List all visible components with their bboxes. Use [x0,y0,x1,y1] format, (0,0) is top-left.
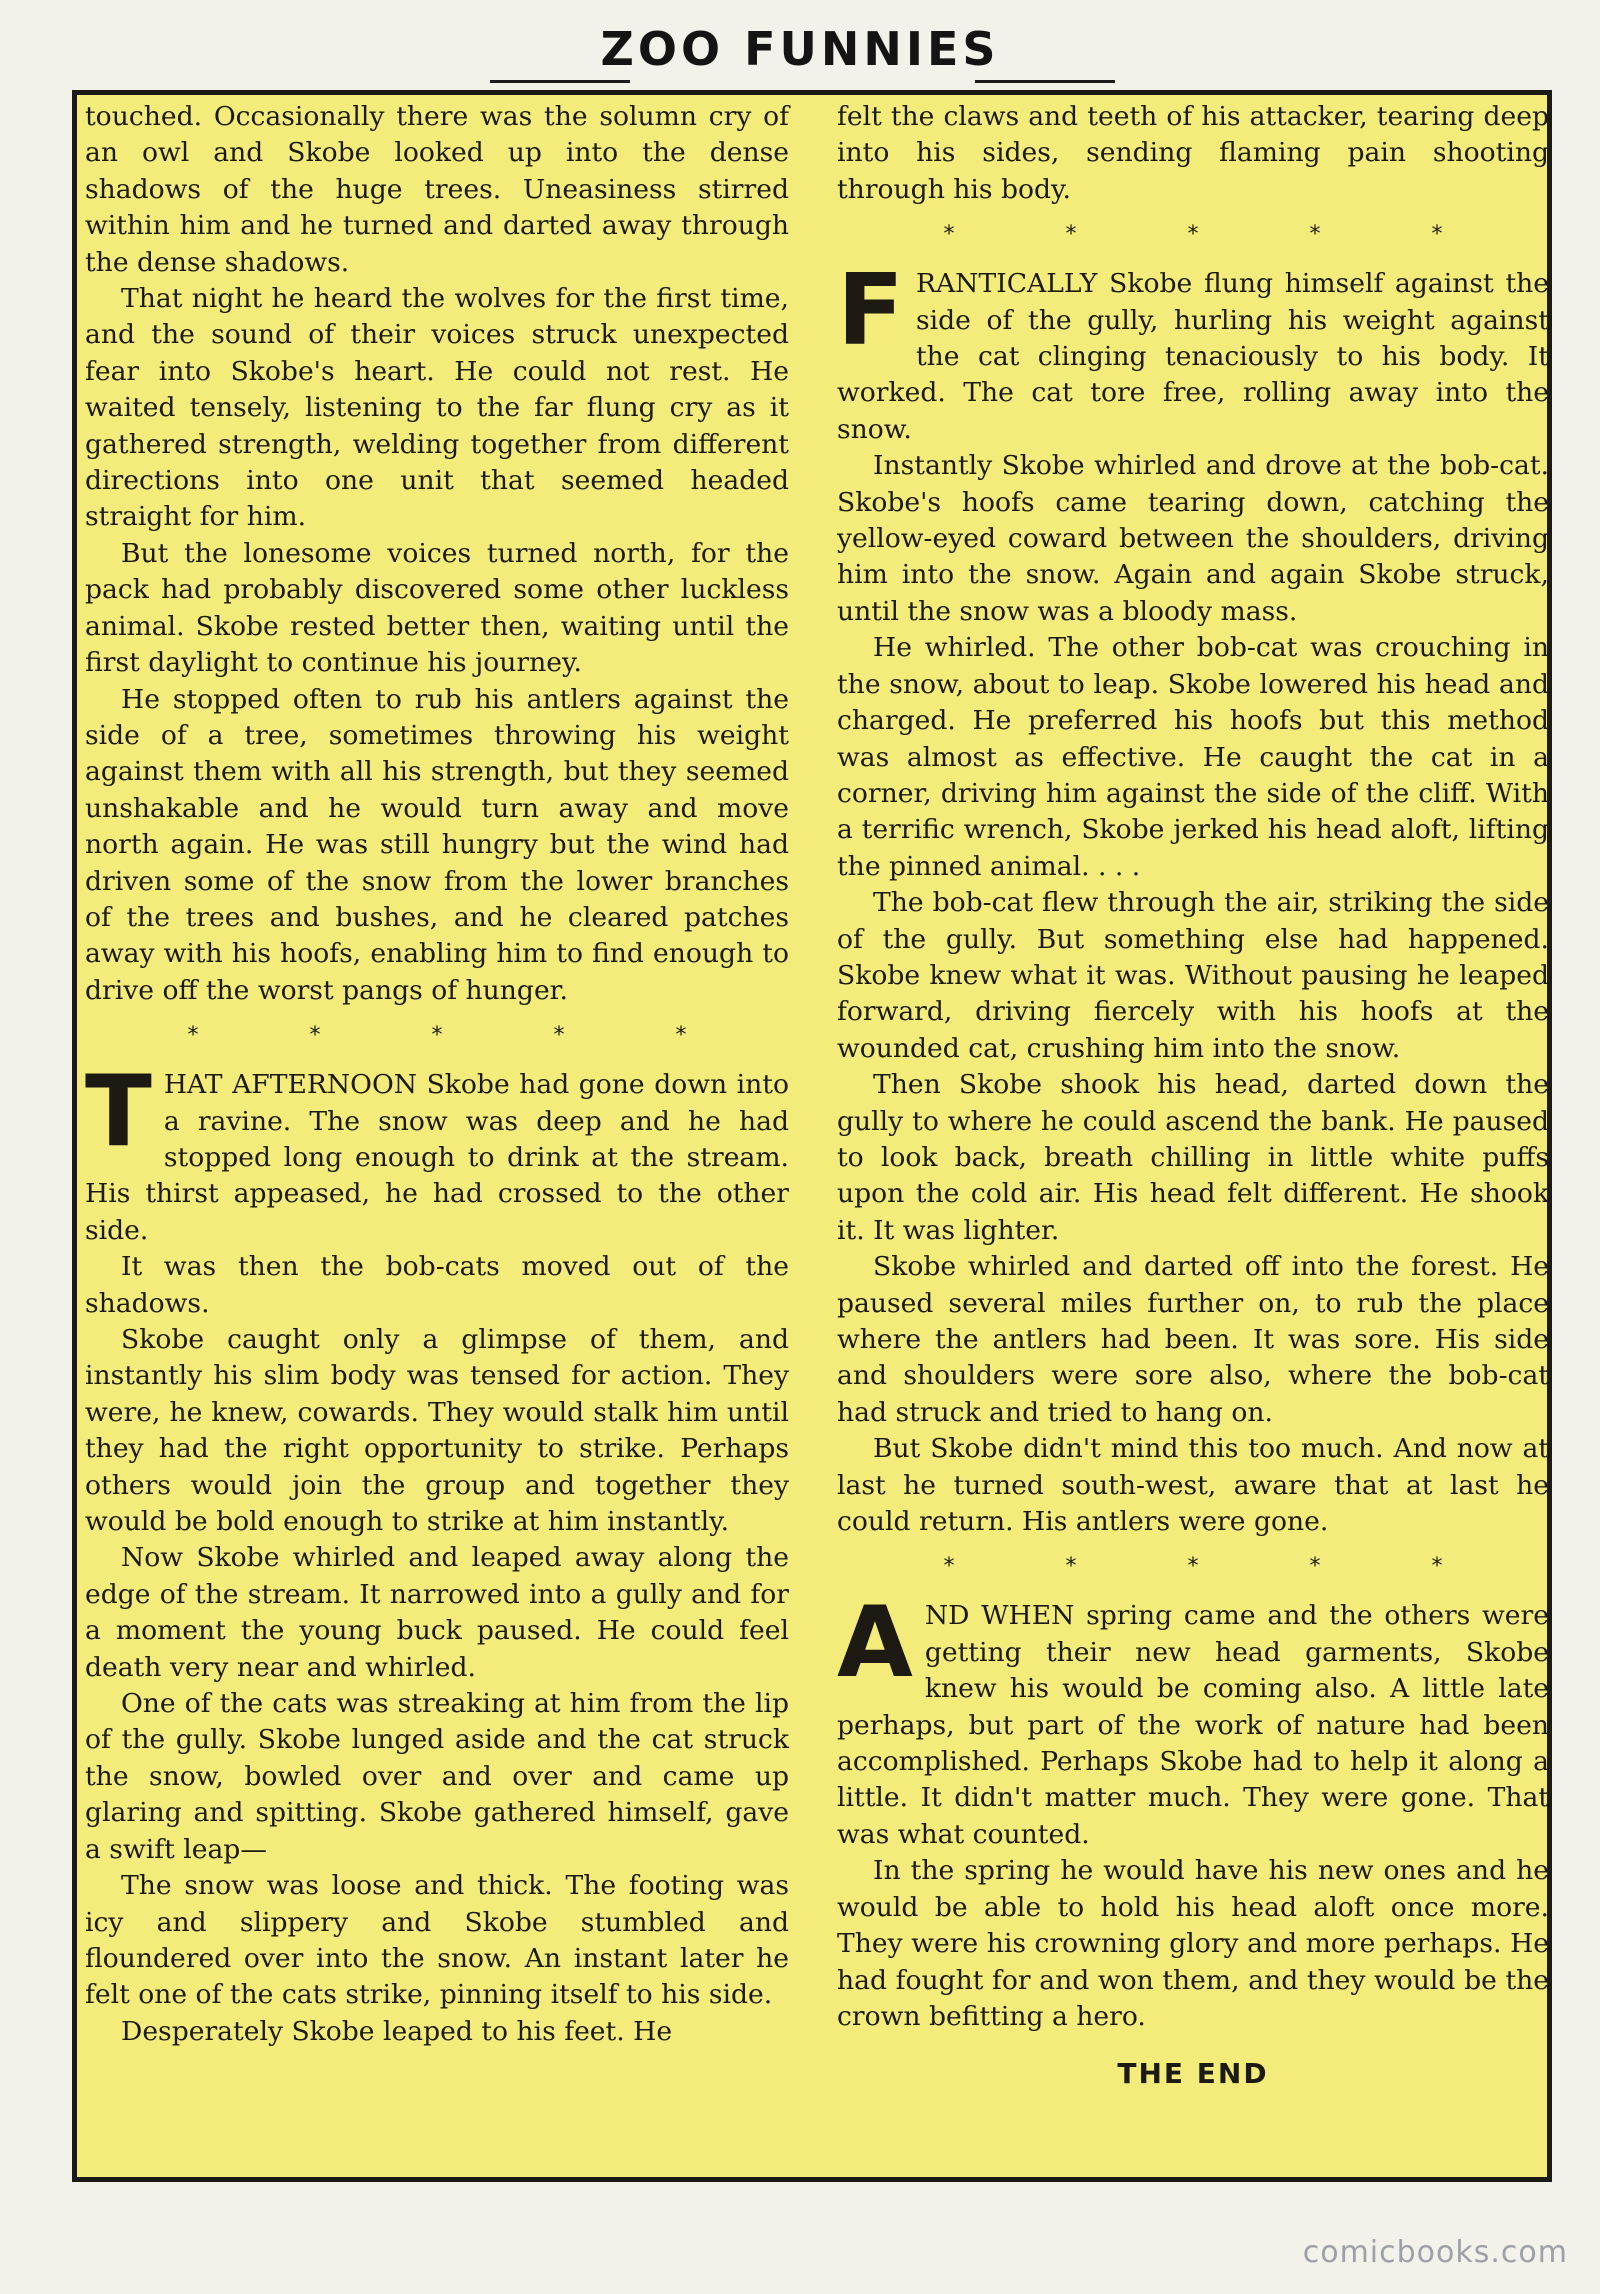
story-paragraph: Skobe caught only a glimpse of them, and instantly his slim body was tensed for action. They were, he knew, cowards. They would stalk him until they had the right opportunity to strike. Perhaps others would join the group and together they would be bold enough to strike at him instantly. [85,1324,789,1538]
section-opening-text: ND WHEN spring came and the others were getting their new head garments, Skobe knew his would be coming also. A little late perhaps, but part of the work of nature had been accomplished. Perhaps Skobe had to help it along a little. It didn't matter much. They were gone. That was what counted. [837,1600,1549,1850]
story-paragraph: One of the cats was streaking at him from the lip of the gully. Skobe lunged aside and the cat struck the snow, bowled over and over and came up glaring and spitting. Skobe gathered himself, gave a swift leap— [85,1688,789,1865]
drop-cap: F [837,254,904,369]
site-watermark: comicbooks.com [1302,2235,1568,2270]
story-paragraph: He stopped often to rub his antlers against the side of a tree, sometimes throwing his weight against them with all his strength, but they seemed unshakable and he would turn away and move north again. He was still hungry but the wind had driven some of the snow from the lower branches of the trees and bushes, and he cleared patches away with his hoofs, enabling him to find enough to drive off the worst pangs of hunger. [85,683,789,1006]
left-column [77,95,799,2177]
section-opening [837,254,1549,448]
the-end-label: THE END [1117,2057,1269,2091]
section-opening [837,1586,1549,1853]
section-separator: * * * * * [943,1554,1495,1580]
story-paragraph: The snow was loose and thick. The footing was icy and slippery and Skobe stumbled and floundered over into the snow. An instant later he felt one of the cats strike, pinning itself to his side. [85,1870,789,2011]
section-opening [85,1055,789,1249]
story-paragraph: In the spring he would have his new ones and he would be able to hold his head aloft once more. They were his crowning glory and more perhaps. He had fought for and won them, and they would be the crown befitting a hero. [837,1855,1549,2032]
drop-cap: T [85,1055,152,1170]
story-paragraph: But Skobe didn't mind this too much. And now at last he turned south-west, aware that at last he could return. His antlers were gone. [837,1433,1549,1538]
drop-cap: A [837,1586,913,1701]
header-rule-left [490,80,630,83]
story-paragraph: Desperately Skobe leaped to his feet. He [121,2015,673,2047]
story-paragraph: But the lonesome voices turned north, for the pack had probably discovered some other luckless animal. Skobe rested better then, waiting until the first daylight to continue his journey. [85,537,789,679]
header-rule-right [975,80,1115,83]
story-paragraph: Instantly Skobe whirled and drove at the bob-cat. Skobe's hoofs came tearing down, catching the yellow-eyed coward between the shoulders, driving him into the snow. Again and again Skobe struck, until the snow was a bloody mass. [837,450,1549,627]
story-paragraph: touched. Occasionally there was the solumn cry of an owl and Skobe looked up into the dense shadows of the huge trees. Uneasiness stirred within him and he turned and darted away through the dense shadows. [85,101,789,278]
story-paragraph: felt the claws and teeth of his attacker, tearing deep into his sides, sending flaming pain shooting through his body. [837,101,1549,205]
story-paragraph: Skobe whirled and darted off into the forest. He paused several miles further on, to rub the place where the antlers had been. It was sore. His side and shoulders were sore also, where the bob-cat had struck and tried to hang on. [837,1251,1549,1428]
section-opening-text: RANTICALLY Skobe flung himself against the side of the gully, hurling his weight against the cat clinging tenaciously to his body. It worked. The cat tore free, rolling away into the snow. [837,268,1549,445]
story-paragraph: Now Skobe whirled and leaped away along the edge of the stream. It narrowed into a gully and for a moment the young buck paused. He could feel death very near and whirled. [85,1542,789,1683]
section-opening-text: HAT AFTERNOON Skobe had gone down into a ravine. The snow was deep and he had stopped long enough to drink at the stream. His thirst appeased, he had crossed to the other side. [85,1069,789,1246]
story-paragraph: He whirled. The other bob-cat was crouching in the snow, about to leap. Skobe lowered his head and charged. He preferred his hoofs but this method was almost as effective. He caught the cat in a corner, driving him against the side of the cliff. With a terrific wrench, Skobe jerked his head aloft, lifting the pinned animal. . . . [837,632,1549,882]
story-paragraph: The bob-cat flew through the air, striking the side of the gully. But something else had happened. Skobe knew what it was. Without pausing he leaped forward, driving fiercely with his hoofs at the wounded cat, crushing him into the snow. [837,887,1549,1064]
story-panel [72,90,1552,2182]
page-title: ZOO FUNNIES [600,22,1000,76]
right-column [837,95,1549,2177]
story-paragraph: It was then the bob-cats moved out of the shadows. [85,1251,789,1319]
section-separator: * * * * * [943,222,1495,248]
story-paragraph: That night he heard the wolves for the first time, and the sound of their voices struck unexpected fear into Skobe's heart. He could not rest. He waited tensely, listening to the far flung cry as it gathered strength, welding together from different directions into one unit that seemed headed straight for him. [85,283,789,533]
story-paragraph: Then Skobe shook his head, darted down the gully to where he could ascend the bank. He paused to look back, breath chilling in little white puffs upon the cold air. His head felt different. He shook it. It was lighter. [837,1069,1549,1246]
section-separator: * * * * * [187,1023,739,1049]
